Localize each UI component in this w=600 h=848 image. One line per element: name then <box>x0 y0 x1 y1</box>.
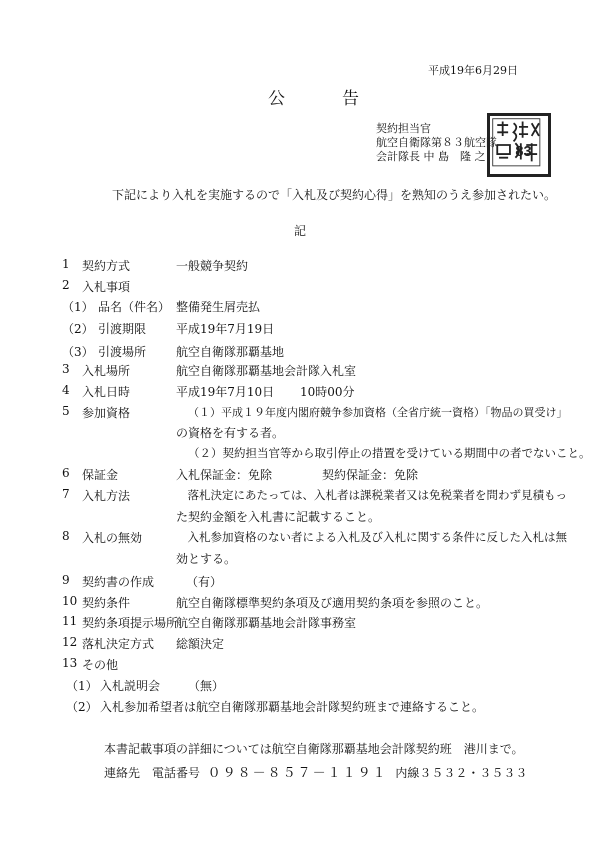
item-value: 航空自衛隊標準契約条項及び適用契約条項を参照のこと。 <box>176 596 489 610</box>
ki-heading: 記 <box>294 224 307 238</box>
item-row <box>0 466 600 486</box>
item-value: 整備発生屑売払 <box>176 300 261 314</box>
item-row <box>0 320 600 340</box>
item-row <box>0 656 600 676</box>
item-value: 平成19年7月19日 <box>176 322 275 336</box>
item-label: 契約条項提示場所 <box>82 616 179 630</box>
item-number: （2） <box>66 700 98 714</box>
item-row <box>0 529 600 549</box>
item-label: 入札説明会 <box>100 679 161 693</box>
item-number: （3） <box>62 345 94 359</box>
svg-text:83: 83 <box>515 143 532 160</box>
item-value: 入札参加資格のない者による入札及び入札に関する条件に反した入札は無 <box>176 530 567 544</box>
item-label: 品名（件名） <box>98 300 171 314</box>
item-label: 入札参加希望者は航空自衛隊那覇基地会計隊契約班まで連絡すること。 <box>100 700 485 714</box>
item-value-2: 契約保証金：免除 <box>322 468 419 482</box>
item-continuation: （２）契約担当官等から取引停止の措置を受けている期間中の者でないこと。 <box>188 446 591 460</box>
item-number: （2） <box>62 322 94 336</box>
item-label: 入札日時 <box>82 385 131 399</box>
item-row <box>0 278 600 298</box>
item-label: 入札の無効 <box>82 531 143 545</box>
item-row <box>0 487 600 507</box>
item-number: 13 <box>62 656 78 670</box>
intro-text: 下記により入札を実施するので「入札及び契約心得」を熟知のうえ参加されたい。 <box>112 188 557 202</box>
item-number: 2 <box>62 278 70 292</box>
contact-line <box>104 762 527 781</box>
item-value: （無） <box>188 679 225 693</box>
item-label: 引渡場所 <box>98 345 147 359</box>
item-label: 入札事項 <box>82 280 131 294</box>
item-number: 8 <box>62 529 70 543</box>
item-value: 落札決定にあたっては、入札者は課税業者又は免税業者を問わず見積もっ <box>176 488 567 502</box>
notice-title: 公 告 <box>268 89 379 109</box>
item-number: 9 <box>62 573 70 587</box>
item-row <box>0 298 600 318</box>
item-label: 参加資格 <box>82 406 131 420</box>
item-number: 7 <box>62 487 70 501</box>
item-number: 4 <box>62 383 70 397</box>
contact-extension: 内線３５３２・３５３３ <box>395 766 528 780</box>
item-row <box>0 614 600 634</box>
item-number: 6 <box>62 466 70 480</box>
item-row <box>0 362 600 382</box>
closing-text: 本書記載事項の詳細については航空自衛隊那覇基地会計隊契約班 港川まで。 <box>104 742 524 756</box>
item-continuation: の資格を有する者。 <box>176 426 285 440</box>
item-row <box>0 404 600 424</box>
item-value: 一般競争契約 <box>176 259 249 273</box>
item-row <box>0 257 600 277</box>
item-row <box>0 698 600 718</box>
item-number: 12 <box>62 635 78 649</box>
item-label: 契約書の作成 <box>82 575 155 589</box>
item-number: （1） <box>66 679 98 693</box>
issuer-name: 会計隊長 中 島 隆 之 <box>376 150 486 163</box>
item-value: 総額決定 <box>176 637 225 651</box>
seal-icon <box>490 116 548 174</box>
item-continuation: 効とする。 <box>176 552 237 566</box>
item-value: 航空自衛隊那覇基地会計隊入札室 <box>176 364 357 378</box>
item-row <box>0 594 600 614</box>
item-time: 10時00分 <box>300 385 355 399</box>
contact-prefix: 連絡先 電話番号 <box>104 766 201 780</box>
item-label: 入札方法 <box>82 489 131 503</box>
item-number: 5 <box>62 404 70 418</box>
item-number: 3 <box>62 362 70 376</box>
contact-phone: ０９８－８５７－１１９１ <box>207 766 388 781</box>
item-row <box>0 343 600 363</box>
official-seal <box>487 113 551 177</box>
item-label: 契約方式 <box>82 259 131 273</box>
item-value: （有） <box>186 575 223 589</box>
item-value: 航空自衛隊那覇基地会計隊事務室 <box>176 616 357 630</box>
item-label: 入札場所 <box>82 364 131 378</box>
item-label: 落札決定方式 <box>82 637 155 651</box>
item-row <box>0 635 600 655</box>
item-number: 11 <box>62 614 78 628</box>
item-value: 入札保証金：免除 <box>176 468 273 482</box>
item-value: 航空自衛隊那覇基地 <box>176 345 285 359</box>
item-number: （1） <box>62 300 94 314</box>
item-row <box>0 383 600 403</box>
notice-date: 平成19年6月29日 <box>428 64 518 77</box>
item-label: 契約条件 <box>82 596 131 610</box>
item-label: 引渡期限 <box>98 322 147 336</box>
item-label: その他 <box>82 658 119 672</box>
item-label: 保証金 <box>82 468 119 482</box>
item-row <box>0 677 600 697</box>
item-number: 10 <box>62 594 78 608</box>
item-value: （１）平成１９年度内閣府競争参加資格（全省庁統一資格）「物品の買受け」 <box>188 406 568 419</box>
issuer-unit: 航空自衛隊第８３航空隊 <box>376 136 497 149</box>
item-value: 平成19年7月10日 <box>176 385 275 399</box>
issuer-title: 契約担当官 <box>376 122 431 135</box>
item-continuation: た契約金額を入札書に記載すること。 <box>176 510 381 524</box>
item-row <box>0 573 600 593</box>
item-number: 1 <box>62 257 70 271</box>
